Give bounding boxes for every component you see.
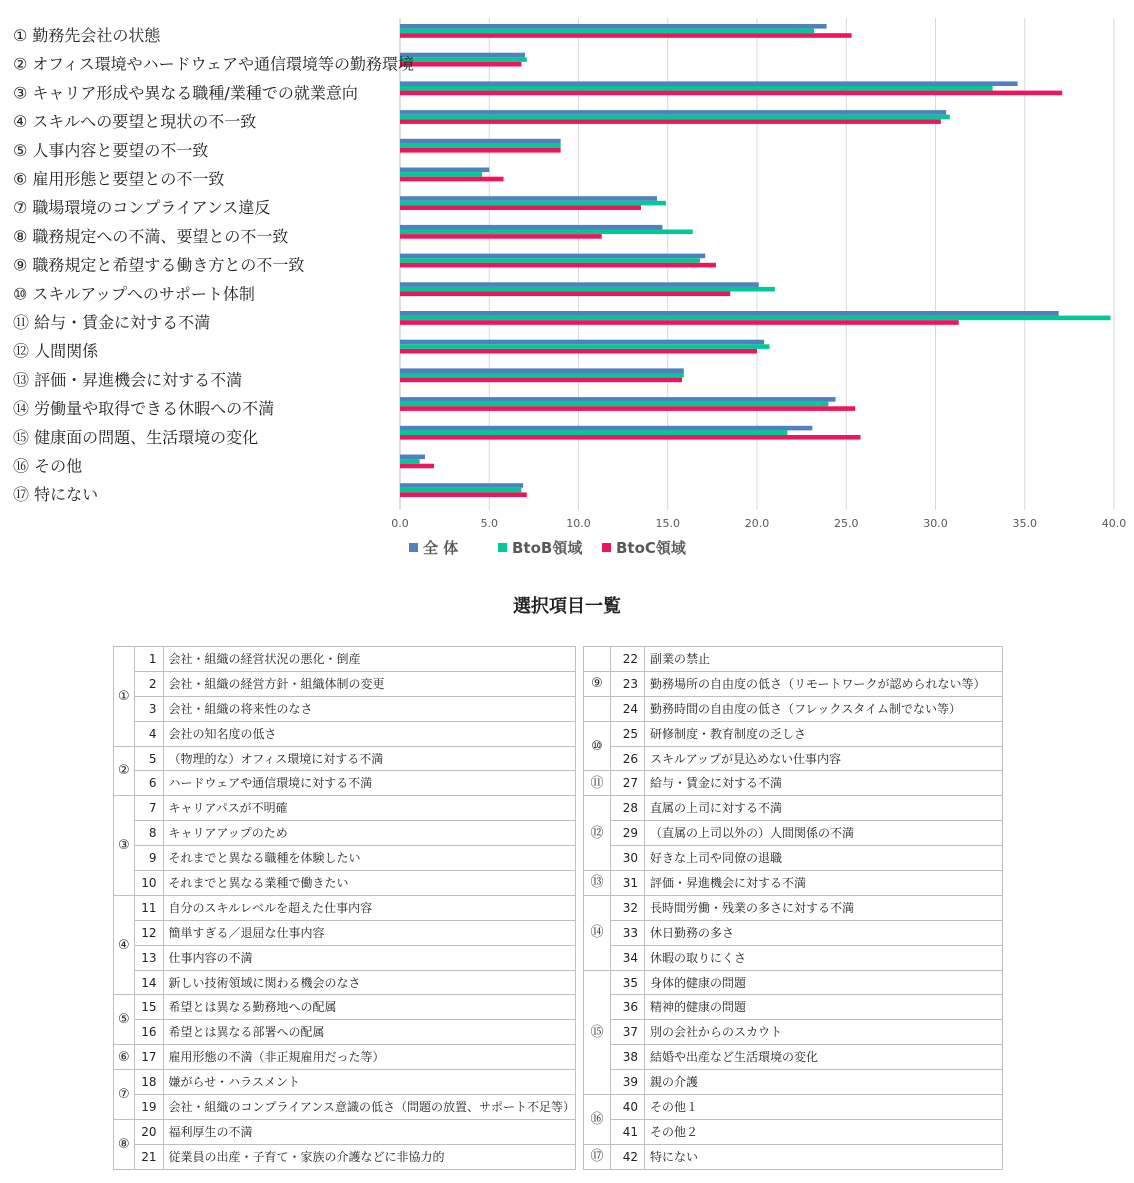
table-row [584, 821, 1003, 846]
item-number: 36 [611, 995, 645, 1020]
item-text: 結婚や出産など生活環境の変化 [645, 1045, 1003, 1070]
table-row [114, 821, 576, 846]
item-text: キャリアアップのため [163, 821, 575, 846]
selection-table-right [583, 646, 1003, 1170]
item-text: 福利厚生の不満 [163, 1119, 575, 1144]
item-number: 40 [611, 1095, 645, 1120]
table-row [584, 721, 1003, 746]
item-number: 8 [134, 821, 163, 846]
item-number: 12 [134, 920, 163, 945]
category-label: ② オフィス環境やハードウェアや通信環境等の勤務環境 [13, 54, 415, 74]
group-cell: ③ [114, 796, 135, 896]
group-cell: ⑪ [584, 771, 611, 796]
item-number: 34 [611, 945, 645, 970]
bar [400, 311, 1059, 316]
item-text: 嫌がらせ・ハラスメント [163, 1070, 575, 1095]
x-tick-label: 25.0 [834, 517, 859, 530]
item-number: 42 [611, 1144, 645, 1169]
legend-swatch [498, 543, 507, 552]
group-cell [584, 647, 611, 672]
bar [400, 402, 828, 407]
item-number: 21 [134, 1144, 163, 1169]
table-row [584, 771, 1003, 796]
item-number: 29 [611, 821, 645, 846]
table-row [584, 671, 1003, 696]
x-tick-labels [391, 517, 1126, 530]
bar [400, 57, 527, 62]
item-number: 32 [611, 895, 645, 920]
table-row [114, 895, 576, 920]
bar [400, 258, 700, 263]
bar [400, 378, 682, 383]
table-row [584, 796, 1003, 821]
item-text: ハードウェアや通信環境に対する不満 [163, 771, 575, 796]
bar [400, 488, 521, 493]
bar [400, 320, 959, 325]
item-number: 27 [611, 771, 645, 796]
item-number: 2 [134, 671, 163, 696]
table-row [114, 1095, 576, 1120]
item-text: 簡単すぎる／退屈な仕事内容 [163, 920, 575, 945]
bar [400, 29, 814, 34]
bar [400, 234, 602, 239]
item-text: 雇用形態の不満（非正規雇用だった等） [163, 1045, 575, 1070]
table-row [114, 995, 576, 1020]
table-row [584, 920, 1003, 945]
category-label: ⑫ 人間関係 [13, 341, 99, 361]
bar [400, 492, 527, 497]
group-cell: ② [114, 746, 135, 796]
selection-list-title: 選択項目一覧 [513, 596, 621, 617]
category-label: ⑨ 職務規定と希望する働き方との不一致 [13, 255, 305, 275]
item-number: 10 [134, 871, 163, 896]
item-text: 希望とは異なる部署への配属 [163, 1020, 575, 1045]
bar [400, 139, 561, 144]
bar [400, 292, 730, 297]
item-text: スキルアップが見込めない仕事内容 [645, 746, 1003, 771]
category-label: ③ キャリア形成や異なる職種/業種での就業意向 [13, 83, 358, 103]
x-tick-label: 20.0 [744, 517, 770, 530]
group-cell: ⑧ [114, 1119, 135, 1169]
legend-label: BtoC領域 [616, 539, 686, 557]
item-text: 勤務場所の自由度の低さ（リモートワークが認められない等） [645, 671, 1003, 696]
category-label: ⑮ 健康面の問題、生活環境の変化 [13, 427, 259, 447]
x-tick-label: 15.0 [655, 517, 680, 530]
table-row [584, 895, 1003, 920]
item-text: 身体的健康の問題 [645, 970, 1003, 995]
item-text: 休暇の取りにくさ [645, 945, 1003, 970]
x-tick-label: 0.0 [391, 517, 409, 530]
x-tick-label: 30.0 [923, 517, 948, 530]
table-row [584, 871, 1003, 896]
bar [400, 230, 693, 235]
table-row [114, 871, 576, 896]
item-text: 副業の禁止 [645, 647, 1003, 672]
table-row [114, 1070, 576, 1095]
bar [400, 168, 489, 173]
table-row [114, 945, 576, 970]
item-text: （直属の上司以外の）人間関係の不満 [645, 821, 1003, 846]
bar [400, 110, 946, 115]
item-number: 28 [611, 796, 645, 821]
category-label: ⑤ 人事内容と要望の不一致 [13, 140, 209, 160]
bars [400, 24, 1110, 497]
item-text: 勤務時間の自由度の低さ（フレックスタイム制でない等） [645, 696, 1003, 721]
item-text: 別の会社からのスカウト [645, 1020, 1003, 1045]
group-cell: ⑭ [584, 895, 611, 970]
item-number: 9 [134, 846, 163, 871]
bar-chart [0, 0, 1134, 570]
bar [400, 33, 852, 38]
legend-label: 全 体 [423, 539, 459, 557]
table-row [114, 1020, 576, 1045]
item-text: 評価・昇進機会に対する不満 [645, 871, 1003, 896]
item-text: 従業員の出産・子育て・家族の介護などに非協力的 [163, 1144, 575, 1169]
item-text: その他２ [645, 1119, 1003, 1144]
table-row [584, 1144, 1003, 1169]
bar [400, 373, 684, 378]
item-number: 3 [134, 696, 163, 721]
legend-label: BtoB領域 [512, 539, 583, 557]
bar [400, 455, 425, 460]
group-cell [584, 696, 611, 721]
bar [400, 119, 941, 124]
bar [400, 53, 525, 58]
bar [400, 397, 836, 402]
group-cell: ⑰ [584, 1144, 611, 1169]
table-row [114, 647, 576, 672]
table-row [584, 1095, 1003, 1120]
item-number: 4 [134, 721, 163, 746]
bar [400, 459, 420, 464]
item-number: 13 [134, 945, 163, 970]
item-number: 38 [611, 1045, 645, 1070]
table-row [584, 647, 1003, 672]
item-number: 18 [134, 1070, 163, 1095]
bar [400, 254, 705, 259]
bar [400, 344, 769, 349]
bar [400, 196, 657, 201]
x-tick-label: 10.0 [566, 517, 591, 530]
bar [400, 172, 482, 177]
table-row [114, 746, 576, 771]
bar [400, 263, 716, 268]
item-number: 20 [134, 1119, 163, 1144]
table-row [114, 1045, 576, 1070]
item-number: 37 [611, 1020, 645, 1045]
item-text: 休日勤務の多さ [645, 920, 1003, 945]
group-cell: ⑨ [584, 671, 611, 696]
bar [400, 340, 764, 345]
table-row [584, 1045, 1003, 1070]
bar [400, 287, 775, 292]
bar [400, 143, 561, 148]
item-text: 親の介護 [645, 1070, 1003, 1095]
bar [400, 225, 662, 230]
category-label: ⑧ 職務規定への不満、要望との不一致 [13, 226, 289, 246]
item-number: 7 [134, 796, 163, 821]
bar [400, 91, 1062, 96]
table-row [584, 1020, 1003, 1045]
table-row [114, 771, 576, 796]
item-number: 16 [134, 1020, 163, 1045]
item-text: 精神的健康の問題 [645, 995, 1003, 1020]
table-row [114, 721, 576, 746]
item-text: （物理的な）オフィス環境に対する不満 [163, 746, 575, 771]
table-row [584, 846, 1003, 871]
category-label: ① 勤務先会社の状態 [13, 26, 161, 45]
legend-swatch [602, 543, 611, 552]
item-number: 17 [134, 1045, 163, 1070]
item-number: 11 [134, 895, 163, 920]
category-label: ④ スキルへの要望と現状の不一致 [13, 112, 257, 132]
table-row [114, 796, 576, 821]
item-number: 30 [611, 846, 645, 871]
bar [400, 148, 561, 153]
item-text: 自分のスキルレベルを超えた仕事内容 [163, 895, 575, 920]
category-label: ⑯ その他 [13, 456, 83, 476]
item-number: 31 [611, 871, 645, 896]
table-row [114, 1144, 576, 1169]
x-tick-label: 35.0 [1012, 517, 1037, 530]
item-number: 22 [611, 647, 645, 672]
item-text: 長時間労働・残業の多さに対する不満 [645, 895, 1003, 920]
bar [400, 282, 759, 287]
group-cell: ⑫ [584, 796, 611, 871]
table-row [114, 846, 576, 871]
legend-swatch [409, 543, 418, 552]
category-label: ⑦ 職場環境のコンプライアンス違反 [13, 198, 271, 218]
item-text: 研修制度・教育制度の乏しさ [645, 721, 1003, 746]
item-number: 39 [611, 1070, 645, 1095]
item-number: 24 [611, 696, 645, 721]
category-label: ⑥ 雇用形態と要望との不一致 [13, 169, 225, 189]
item-number: 25 [611, 721, 645, 746]
table-row [584, 970, 1003, 995]
table-row [584, 1119, 1003, 1144]
group-cell: ⑤ [114, 995, 135, 1045]
item-text: 直属の上司に対する不満 [645, 796, 1003, 821]
bar [400, 316, 1110, 321]
item-text: 希望とは異なる勤務地への配属 [163, 995, 575, 1020]
bar [400, 115, 950, 120]
item-number: 14 [134, 970, 163, 995]
selection-table-left [113, 646, 576, 1170]
group-cell: ⑯ [584, 1095, 611, 1145]
item-text: 特にない [645, 1144, 1003, 1169]
item-number: 23 [611, 671, 645, 696]
bar [400, 426, 812, 431]
item-number: 1 [134, 647, 163, 672]
legend [409, 539, 687, 557]
category-label: ⑬ 評価・昇進機会に対する不満 [13, 370, 243, 390]
table-row [114, 920, 576, 945]
item-number: 26 [611, 746, 645, 771]
x-tick-label: 40.0 [1101, 517, 1127, 530]
table-row [584, 995, 1003, 1020]
bar [400, 368, 684, 373]
bar [400, 24, 827, 29]
group-cell: ① [114, 647, 135, 747]
category-label: ⑪ 給与・賃金に対する不満 [13, 313, 211, 332]
bar [400, 177, 504, 182]
category-label: ⑰ 特にない [13, 485, 99, 505]
item-number: 5 [134, 746, 163, 771]
category-label: ⑭ 労働量や取得できる休暇への不満 [13, 399, 275, 419]
item-text: 会社・組織のコンプライアンス意識の低さ（問題の放置、サポート不足等） [163, 1095, 575, 1120]
bar [400, 86, 993, 91]
item-number: 15 [134, 995, 163, 1020]
item-text: 会社・組織の経営状況の悪化・倒産 [163, 647, 575, 672]
item-number: 41 [611, 1119, 645, 1144]
item-text: 会社・組織の経営方針・組織体制の変更 [163, 671, 575, 696]
bar [400, 201, 666, 206]
item-number: 35 [611, 970, 645, 995]
item-number: 6 [134, 771, 163, 796]
table-row [114, 696, 576, 721]
bar [400, 435, 861, 440]
item-text: 仕事内容の不満 [163, 945, 575, 970]
item-number: 33 [611, 920, 645, 945]
bar [400, 81, 1018, 86]
bar [400, 349, 757, 354]
item-text: 会社の知名度の低さ [163, 721, 575, 746]
table-row [584, 945, 1003, 970]
table-row [584, 1070, 1003, 1095]
item-text: 新しい技術領域に関わる機会のなさ [163, 970, 575, 995]
group-cell: ⑬ [584, 871, 611, 896]
table-row [584, 696, 1003, 721]
table-row [114, 970, 576, 995]
bar [400, 62, 521, 67]
table-row [584, 746, 1003, 771]
item-text: それまでと異なる職種を体験したい [163, 846, 575, 871]
group-cell: ⑮ [584, 970, 611, 1094]
bar [400, 464, 434, 469]
item-text: 好きな上司や同僚の退職 [645, 846, 1003, 871]
bar [400, 430, 787, 435]
item-text: その他１ [645, 1095, 1003, 1120]
item-text: キャリアパスが不明確 [163, 796, 575, 821]
bar [400, 406, 855, 411]
item-text: それまでと異なる業種で働きたい [163, 871, 575, 896]
bar [400, 483, 523, 488]
category-labels [13, 26, 414, 504]
group-cell: ⑩ [584, 721, 611, 771]
group-cell: ④ [114, 895, 135, 995]
group-cell: ⑥ [114, 1045, 135, 1070]
item-text: 会社・組織の将来性のなさ [163, 696, 575, 721]
x-tick-label: 5.0 [480, 517, 498, 530]
category-label: ⑩ スキルアップへのサポート体制 [13, 284, 255, 304]
table-row [114, 1119, 576, 1144]
item-number: 19 [134, 1095, 163, 1120]
bar [400, 205, 641, 210]
group-cell: ⑦ [114, 1070, 135, 1120]
table-row [114, 671, 576, 696]
item-text: 給与・賃金に対する不満 [645, 771, 1003, 796]
